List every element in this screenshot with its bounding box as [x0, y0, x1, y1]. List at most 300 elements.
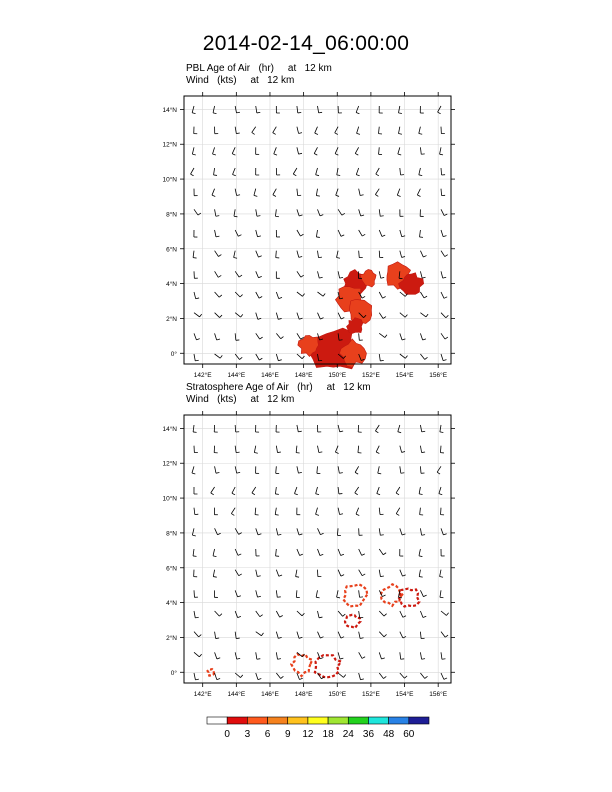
wind-barb [338, 549, 344, 556]
wind-barb [376, 168, 379, 176]
longitude-tick-label: 154°E [395, 372, 414, 379]
wind-barb [441, 251, 448, 257]
wind-barb [397, 189, 400, 197]
longitude-tick-label: 148°E [294, 372, 313, 379]
longitude-tick-label: 152°E [362, 372, 380, 379]
latitude-tick-label: 8°N [166, 530, 177, 538]
wind-barb [400, 632, 406, 638]
wind-barb [379, 230, 385, 236]
wind-barb [191, 168, 194, 176]
wind-barb [256, 271, 262, 277]
wind-barb [317, 466, 320, 473]
latitude-tick-label: 10°N [162, 495, 177, 503]
wind-barb [276, 230, 280, 237]
latitude-tick-label: 6°N [166, 565, 177, 573]
wind-barb [335, 127, 338, 135]
wind-barb [316, 189, 319, 196]
wind-barb [256, 673, 262, 680]
wind-barb [276, 652, 281, 659]
wind-barb [213, 570, 216, 578]
wind-barb [379, 333, 387, 337]
wind-barb [379, 673, 386, 679]
wind-barb [439, 487, 442, 495]
wind-barb [297, 271, 304, 277]
wind-barb [359, 570, 366, 576]
latitude-tick-label: 12°N [162, 141, 177, 149]
wind-barb [235, 446, 239, 453]
wind-barb [316, 487, 319, 495]
wind-barb [256, 292, 262, 298]
wind-barb [256, 209, 261, 216]
wind-barb [256, 147, 259, 154]
latitude-tick-label: 6°N [166, 246, 177, 254]
wind-barb [215, 354, 223, 358]
wind-barb [337, 528, 340, 535]
wind-barb [440, 570, 443, 578]
colorbar-swatch [207, 717, 227, 724]
wind-barb [297, 466, 302, 473]
longitude-tick-label: 146°E [261, 691, 279, 698]
wind-barb [441, 549, 445, 556]
wind-barb [255, 508, 258, 515]
wind-barb [194, 487, 197, 494]
wind-barb [338, 209, 345, 215]
wind-barb [315, 127, 318, 135]
wind-barb [440, 590, 443, 597]
wind-barb [357, 127, 360, 135]
colorbar-label: 0 [224, 729, 230, 740]
wind-barb [274, 147, 277, 155]
wind-barb [297, 508, 300, 515]
wind-barb [379, 251, 383, 258]
wind-barb [400, 673, 407, 678]
wind-barb [192, 106, 195, 114]
wind-barb [194, 611, 199, 618]
wind-barb [379, 313, 386, 319]
wind-barb [396, 508, 400, 516]
colorbar-swatch [288, 717, 308, 724]
wind-barb [297, 333, 304, 339]
colorbar-swatch [268, 717, 288, 724]
wind-barb [213, 106, 216, 114]
figure-title: 2014-02-14_06:00:00 [202, 32, 410, 55]
wind-barb [194, 652, 202, 657]
wind-barb [379, 611, 386, 616]
wind-barb [215, 127, 219, 134]
longitude-tick-label: 148°E [294, 691, 313, 698]
wind-barb [359, 209, 364, 216]
wind-barb [441, 652, 445, 659]
wind-barb [359, 528, 363, 535]
wind-barb [420, 528, 425, 535]
wind-barb [297, 189, 301, 196]
wind-barb [318, 528, 324, 534]
wind-barb [420, 333, 426, 340]
wind-barb [297, 611, 304, 616]
wind-barb [276, 590, 280, 597]
colorbar-label: 24 [342, 729, 354, 740]
colorbar-label: 6 [264, 729, 271, 740]
wind-barb [419, 549, 422, 557]
wind-barb [379, 147, 382, 154]
wind-barb [194, 333, 200, 340]
wind-barb [396, 487, 400, 495]
wind-barb [316, 590, 319, 598]
wind-barb [338, 466, 343, 473]
wind-barb [194, 632, 201, 637]
wind-barb [441, 632, 448, 638]
wind-barb [254, 189, 257, 197]
wind-barb [231, 508, 235, 516]
colorbar-label: 3 [244, 729, 251, 740]
wind-barb [318, 632, 324, 638]
longitude-tick-label: 144°E [227, 691, 246, 698]
panel2-subtitle-variable: Stratosphere Age of Air (hr) at 12 km [186, 382, 371, 393]
wind-barb [276, 446, 281, 453]
wind-barb [192, 528, 195, 536]
wind-barb [194, 590, 198, 597]
wind-barb [379, 632, 386, 637]
wind-barb [356, 508, 359, 516]
wind-barb [419, 487, 422, 495]
wind-barb [338, 271, 343, 278]
wind-barb [193, 549, 196, 556]
wind-barb [338, 508, 343, 515]
wind-barb [338, 673, 346, 677]
wind-barb [359, 251, 363, 258]
wind-barb [276, 333, 283, 338]
colorbar-label: 48 [383, 729, 395, 740]
wind-barb [276, 549, 279, 556]
latitude-tick-label: 2°N [166, 315, 177, 323]
wind-barb [215, 209, 220, 216]
wind-barb [400, 446, 405, 453]
wind-barb [437, 466, 441, 474]
wind-barb [441, 189, 445, 196]
colorbar-label: 12 [302, 729, 314, 740]
wind-barb [316, 168, 319, 176]
wind-barb [335, 147, 338, 155]
wind-barb [194, 313, 202, 317]
wind-barb [256, 611, 263, 617]
wind-barb [256, 549, 260, 556]
wind-barb [194, 508, 198, 515]
wind-barb [441, 127, 445, 134]
wind-barb [358, 446, 361, 453]
wind-barb [400, 466, 404, 473]
wind-barb [420, 590, 426, 596]
colorbar-swatch [368, 717, 388, 724]
wind-barb [254, 446, 257, 454]
wind-barb [318, 549, 324, 556]
wind-barb [215, 230, 220, 237]
wind-barb [194, 189, 198, 196]
wind-barb [441, 333, 448, 339]
wind-barb [400, 168, 404, 175]
wind-barb [441, 230, 446, 237]
wind-barb [215, 251, 222, 257]
wind-barb [273, 189, 276, 197]
wind-barb [318, 292, 326, 296]
wind-barb [256, 354, 263, 360]
wind-barb [296, 590, 299, 597]
wind-barb [215, 528, 221, 534]
wind-barb [338, 652, 343, 659]
wind-barb [193, 251, 196, 258]
wind-barb [276, 271, 280, 278]
wind-barb [275, 487, 278, 494]
wind-barb [297, 528, 302, 535]
wind-barb [296, 570, 299, 578]
wind-barb [296, 446, 299, 453]
map-panel-pbl [162, 92, 455, 379]
longitude-tick-label: 150°E [328, 691, 347, 698]
latitude-tick-label: 2°N [166, 634, 177, 642]
wind-barb [359, 611, 364, 618]
wind-barb [441, 354, 446, 361]
wind-barb [256, 590, 261, 597]
longitude-tick-label: 142°E [193, 372, 212, 379]
latitude-tick-label: 14°N [162, 425, 177, 433]
wind-barb [441, 528, 447, 535]
wind-barb [420, 652, 425, 659]
wind-barb [441, 313, 448, 318]
wind-barb [194, 446, 198, 453]
wind-barb [256, 333, 263, 339]
wind-barb [376, 446, 379, 454]
wind-barb [375, 425, 379, 433]
age-of-air-patch [345, 615, 361, 628]
wind-barb [400, 652, 404, 659]
wind-barb [235, 652, 240, 659]
wind-barb [420, 251, 426, 257]
wind-barb [379, 508, 383, 515]
colorbar-swatch [389, 717, 409, 724]
latitude-tick-label: 10°N [162, 176, 177, 184]
colorbar-label: 9 [284, 729, 291, 740]
wind-barb [215, 333, 220, 340]
wind-barb [192, 147, 195, 155]
wind-barb [212, 189, 215, 197]
wind-barb [379, 528, 384, 535]
wind-barb [318, 570, 322, 577]
longitude-tick-label: 156°E [429, 691, 448, 698]
wind-barb [355, 466, 359, 474]
wind-barb [318, 446, 323, 453]
wind-barb [235, 189, 240, 196]
colorbar-legend [207, 717, 429, 740]
latitude-tick-label: 14°N [162, 106, 177, 114]
longitude-tick-label: 142°E [193, 691, 212, 698]
wind-barb [276, 528, 281, 535]
wind-barb [235, 127, 240, 134]
longitude-tick-label: 156°E [429, 372, 448, 379]
colorbar-label: 18 [322, 729, 334, 740]
wind-barb [252, 487, 256, 495]
wind-barb [214, 168, 217, 175]
panel1-subtitle-variable: PBL Age of Air (hr) at 12 km [186, 63, 332, 74]
wind-barb [275, 209, 278, 216]
wind-barb [398, 425, 401, 433]
wind-barb [293, 168, 297, 176]
wind-barb [275, 508, 278, 515]
wind-barb [441, 611, 449, 615]
latitude-tick-label: 4°N [166, 600, 177, 608]
wind-barb [215, 271, 222, 277]
wind-barb [379, 127, 382, 134]
wind-barb [297, 209, 303, 216]
wind-barb [276, 292, 282, 299]
wind-barb [256, 570, 261, 577]
wind-barb [420, 611, 426, 618]
wind-barb [379, 570, 384, 577]
wind-barb [379, 549, 386, 555]
wind-barb [215, 313, 222, 318]
wind-barb [194, 292, 199, 299]
colorbar-swatch [328, 717, 348, 724]
wind-barb [420, 209, 423, 216]
wind-barb [420, 147, 424, 154]
wind-barb [276, 466, 279, 473]
wind-barb [194, 230, 197, 237]
wind-barb [276, 570, 282, 577]
wind-barb [234, 209, 237, 216]
wind-barb [338, 570, 344, 576]
wind-barb [214, 590, 217, 597]
wind-barb [215, 466, 220, 473]
longitude-tick-label: 154°E [395, 691, 414, 698]
wind-barb [276, 611, 282, 617]
wind-barb [440, 425, 443, 432]
wind-barb [441, 209, 447, 215]
wind-barb [318, 313, 324, 319]
wind-barb [194, 271, 198, 278]
wind-barb [398, 106, 401, 114]
wind-barb [297, 127, 302, 134]
wind-barb [420, 292, 427, 298]
wind-barb [276, 251, 279, 258]
wind-barb [359, 189, 364, 196]
wind-barb [213, 549, 216, 557]
wind-barb [400, 354, 408, 358]
wind-barb [314, 147, 317, 155]
map-panel-stratosphere [162, 411, 455, 698]
longitude-tick-label: 146°E [261, 372, 279, 379]
wind-barb [318, 209, 324, 216]
age-of-air-patch [343, 584, 367, 606]
wind-barb [420, 230, 423, 237]
wind-barb [294, 487, 297, 495]
wind-barb [194, 570, 197, 577]
wind-barb [400, 209, 404, 216]
wind-barb [419, 168, 422, 176]
wind-barb [420, 673, 427, 678]
wind-barb [256, 230, 261, 237]
wind-barb [211, 487, 215, 495]
wind-barb [194, 127, 197, 134]
age-of-air-patch [347, 318, 363, 334]
wind-barb [400, 313, 408, 318]
wind-barb [235, 466, 240, 473]
wind-barb [318, 611, 323, 618]
wind-barb [420, 354, 427, 359]
wind-barb [256, 466, 259, 473]
wind-barb [276, 673, 283, 678]
wind-barb [441, 673, 447, 679]
wind-barb [356, 106, 359, 114]
wind-barb [375, 189, 379, 197]
longitude-tick-label: 150°E [328, 372, 347, 379]
wind-barb [276, 354, 281, 361]
longitude-tick-label: 144°E [227, 372, 246, 379]
latitude-tick-label: 4°N [166, 281, 177, 289]
wind-barb [338, 611, 345, 616]
wind-barb [359, 590, 363, 597]
wind-barb [215, 611, 222, 616]
wind-barb [400, 611, 406, 617]
wind-barb [417, 189, 420, 197]
latitude-tick-label: 0° [170, 350, 177, 358]
wind-barb [355, 147, 358, 155]
latitude-tick-label: 0° [170, 669, 177, 677]
wind-barb [318, 271, 323, 278]
wind-barb [420, 446, 425, 453]
colorbar-swatch [227, 717, 247, 724]
wind-barb [359, 673, 364, 680]
wind-barb [192, 466, 195, 474]
wind-barb [359, 652, 365, 658]
wind-barb [379, 292, 385, 298]
colorbar-swatch [348, 717, 368, 724]
wind-barb [232, 147, 235, 155]
wind-barb [420, 271, 425, 278]
wind-barb [235, 590, 241, 597]
wind-barb [233, 168, 236, 176]
latitude-tick-label: 12°N [162, 460, 177, 468]
wind-barb [297, 147, 302, 154]
wind-barb [441, 508, 444, 515]
wind-barb [235, 333, 239, 340]
wind-barb [440, 147, 443, 155]
wind-barb [377, 487, 380, 495]
wind-barb [400, 549, 403, 556]
wind-barb [420, 508, 423, 515]
wind-barb [398, 147, 401, 155]
wind-barb [256, 168, 259, 175]
wind-barb [420, 313, 428, 317]
wind-barb [379, 652, 385, 659]
wind-barb [256, 632, 264, 636]
wind-barb [213, 147, 216, 155]
wind-barb [338, 487, 342, 494]
colorbar-swatch [247, 717, 267, 724]
wind-barb [214, 446, 217, 453]
wind-barb [359, 549, 365, 555]
longitude-tick-label: 152°E [362, 691, 380, 698]
wind-barb [378, 466, 381, 474]
colorbar-swatch [308, 717, 328, 724]
wind-barb [215, 652, 221, 659]
wind-barb [338, 313, 344, 319]
wind-barb [441, 271, 446, 278]
wind-barb [215, 673, 221, 680]
wind-barb [256, 528, 262, 535]
wind-barb [252, 127, 256, 135]
panel1-subtitle-wind: Wind (kts) at 12 km [186, 75, 295, 86]
wind-barb [379, 354, 384, 361]
wind-barb [441, 168, 445, 175]
wind-barb [338, 632, 344, 638]
